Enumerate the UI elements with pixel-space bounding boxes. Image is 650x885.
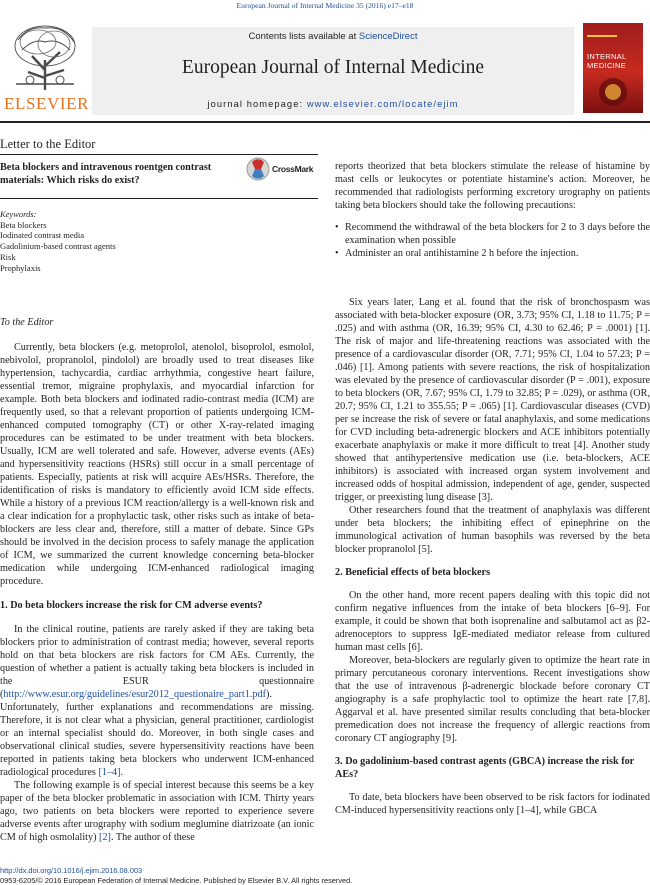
publisher-wordmark: ELSEVIER <box>4 94 90 113</box>
cover-accent-bar <box>587 35 617 37</box>
section-heading: 1. Do beta blockers increase the risk for CM adverse events? <box>0 600 263 611</box>
article-type: Letter to the Editor <box>0 137 96 151</box>
paragraph-text: ). Unfortunately, further explanations and recommendations are missing. Therefore, it is not clear what a physician, general practitioner, cardiologist or an internal specialist should do. Moreover, in both single cases and observational clinical studies, severe hypersensitivity reactions have been reported in patients taking beta blockers who underwent ICM-enhanced radiological procedures <box>0 689 314 778</box>
keyword: Gadolinium-based contrast agents <box>0 241 116 252</box>
section-heading: 3. Do gadolinium-based contrast agents (GBCA) increase the risk for AEs? <box>335 756 635 780</box>
journal-cover-thumbnail <box>583 23 643 113</box>
keyword: Prophylaxis <box>0 262 41 273</box>
list-item: • Administer an oral antihistamine 2 h before the injection. <box>345 247 650 260</box>
title-rule <box>0 198 318 199</box>
crossmark-icon <box>246 157 270 181</box>
keywords-block <box>0 209 116 273</box>
keywords-heading: Keywords: <box>0 209 37 219</box>
article-title: Beta blockers and intravenous roentgen contrast materials: Which risks do exist? <box>0 162 212 186</box>
contents-line <box>92 31 574 42</box>
body-paragraph: Six years later, Lang et al. found that the risk of bronchospasm was associated with beta-blocker exposure (OR, 3.73; 95% CI, 1.18 to 11.75; P = .025) and with asthma (OR, 16.39; 95% CI, 4.30 to 62.46; P = .0001) [1]. The risk of major and life-threatening reactions was associated with the presence of a cardiovascular disorder (OR, 7.71; 95% CI, 1.04 to 57.23; P = .046) [1]. Among patients with severe reactions, the risk of hospitalization was elevated by the presence of cardiovascular disorder (P = .001), exposure to beta blockers (OR, 7.67; 95% CI, 1.79 to 32.85; P = .029), or asthma (OR, 20.7; 95% CI, 1.21 to 355.55; P = .065) [1]. Cardiovascular diseases (CVD) per se increase the risk of severe or fatal anaphylaxis, and some medications for CVD including beta-adrenergic blockers and ACE inhibitors potentially exacerbate anaphylaxis or make it more difficult to treat [4]. Another study showed that antihypertensive medication use (i.e. beta-blockers, ACE inhibitors) is associated with increased organ system involvement and increased odds of hospital admission, independent of age, gender, suspected trigger, or preexisting lung disease [3]. <box>335 297 650 503</box>
left-column <box>0 316 314 844</box>
homepage-link[interactable]: www.elsevier.com/locate/ejim <box>306 99 459 109</box>
section-heading: 2. Beneficial effects of beta blockers <box>335 567 491 578</box>
esur-link[interactable]: http://www.esur.org/guidelines/esur2012_questionaire_part1.pdf <box>3 689 266 700</box>
keyword: Beta blockers <box>0 219 47 230</box>
journal-homepage <box>92 99 574 109</box>
journal-citation: European Journal of Internal Medicine 35 (2016) e17–e18 <box>236 1 414 10</box>
journal-masthead <box>92 27 574 115</box>
keyword: Risk <box>0 251 16 262</box>
doi-link[interactable]: http://dx.doi.org/10.1016/j.ejim.2016.08.003 <box>0 866 143 875</box>
sciencedirect-link[interactable]: ScienceDirect <box>358 31 418 42</box>
article-type-rule <box>0 154 318 155</box>
body-paragraph: To date, beta blockers have been observed to be risk factors for iodinated CM-induced hypersensitivity reactions only [1–4], while GBCA <box>335 792 650 816</box>
homepage-prefix: journal homepage: <box>207 99 307 109</box>
copyright-notice: 0953-6205/© 2016 European Federation of Internal Medicine. Published by Elsevier B.V. All rights reserved. <box>0 875 353 885</box>
body-paragraph: Other researchers found that the treatment of anaphylaxis was different under beta blockers; the inhibiting effect of epinephrine on the immunological activation of human basophils was reversed by the beta blocker propranolol [5]. <box>335 505 650 555</box>
paragraph-text: The following example is of special interest because this seems be a key paper of the beta blocker problematic in association with ICM. Thirty years ago, two patients on beta blockers were reported to experience severe adverse events after urography with sodium meglumine diatrizoate (an ionic CM of high osmolality) <box>0 780 314 843</box>
elsevier-logo <box>2 20 88 116</box>
paragraph-text: . The author of these <box>110 832 195 843</box>
keyword: Iodinated contrast media <box>0 230 85 241</box>
cover-title: INTERNAL MEDICINE <box>587 52 627 70</box>
header-rule <box>0 121 650 123</box>
right-column <box>335 160 650 817</box>
citation-link[interactable]: [2] <box>99 832 111 843</box>
crossmark-label: CrossMark <box>272 164 314 174</box>
elsevier-tree-icon <box>8 20 82 94</box>
list-item: • Recommend the withdrawal of the beta blockers for 2 to 3 days before the examination when possible <box>345 221 650 247</box>
body-paragraph: reports theorized that beta blockers stimulate the release of histamine by mast cells or leukocytes or potentiate histamine's action. Moreover, he recommended that radiologists performing excretory urography on patients taking beta blockers should take the following precautions: <box>335 161 650 211</box>
body-paragraph: Currently, beta blockers (e.g. metoprolol, atenolol, bisoprolol, esmolol, nebivolol, propranolol, pindolol) are broadly used to treat diseases like hypertension, tachycardia, cardiac arrhythmia, congestive heart failure, essential tremor, migraine prophylaxis, and myocardial infarction for example. Both beta blockers and iodinated radio-contrast media (ICM) are frequently used, so that a relevant proportion of patients undergoing ICM-enhanced computed tomography (CT) or other X-ray-related imaging procedures can be estimated to be under treatment with beta blockers. Usually, ICM are well tolerated and safe. However, adverse events (AEs) and hypersensitivity reactions (HSRs) still occur in a small percentage of patients. Especially, patients at risk will acquire AEs/HSRs. Therefore, the identification of risks is mandatory to efficiently avoid ICM side effects. While a history of a previous ICM reaction/allergy is a well-known risk and a clear indication for a prophylactic task, other risks such as intake of beta-blockers are less clear and, therefore, still a matter of debate. Since GPs should be involved in the decision process to safely manage the application of ICM, we summarized the current knowledge concerning beta-blocker medication while undergoing ICM-enhanced radiological imaging procedure. <box>0 342 314 587</box>
body-paragraph: Moreover, beta-blockers are regularly given to optimize the heart rate in primary percutaneous coronary interventions. Recent investigations show that the use of intravenous β-adrenergic blockade before coronary CT angiography is a safe prophylactic tool to optimize the heart rate [7,8]. Aggarval et al. have presented similar results concluding that beta-blocker premedication does not increase the frequency of allergic reactions from coronary CT angiography [9]. <box>335 655 650 744</box>
precautions-list <box>335 221 650 260</box>
paragraph-text: . <box>120 767 124 778</box>
salutation: To the Editor <box>0 317 54 328</box>
citation-link[interactable]: [1–4] <box>98 767 121 778</box>
body-paragraph: On the other hand, more recent papers dealing with this topic did not confirm negative influences from the intake of beta blockers [6–9]. For example, it could be shown that both isoprenaline and salbutamol act as β2-adrenoceptors to suppress IgE-mediated mediator release from cultured human mast cells [6]. <box>335 590 650 653</box>
crossmark-badge[interactable] <box>246 157 316 181</box>
journal-title: European Journal of Internal Medicine <box>181 57 485 78</box>
body-paragraph <box>0 779 314 844</box>
paragraph-text: In the clinical routine, patients are rarely asked if they are taking beta blockers prior to administration of contrast media; however, several reports hold on that beta blockers are risk factors for CM AEs. Currently, the question of whether a patient is actually taking beta blockers is included in the ESUR questionnaire ( <box>0 624 314 700</box>
contents-prefix: Contents lists available at <box>248 31 359 42</box>
cover-artwork-icon <box>591 75 635 109</box>
page-footer <box>0 866 352 885</box>
body-paragraph <box>0 623 314 779</box>
